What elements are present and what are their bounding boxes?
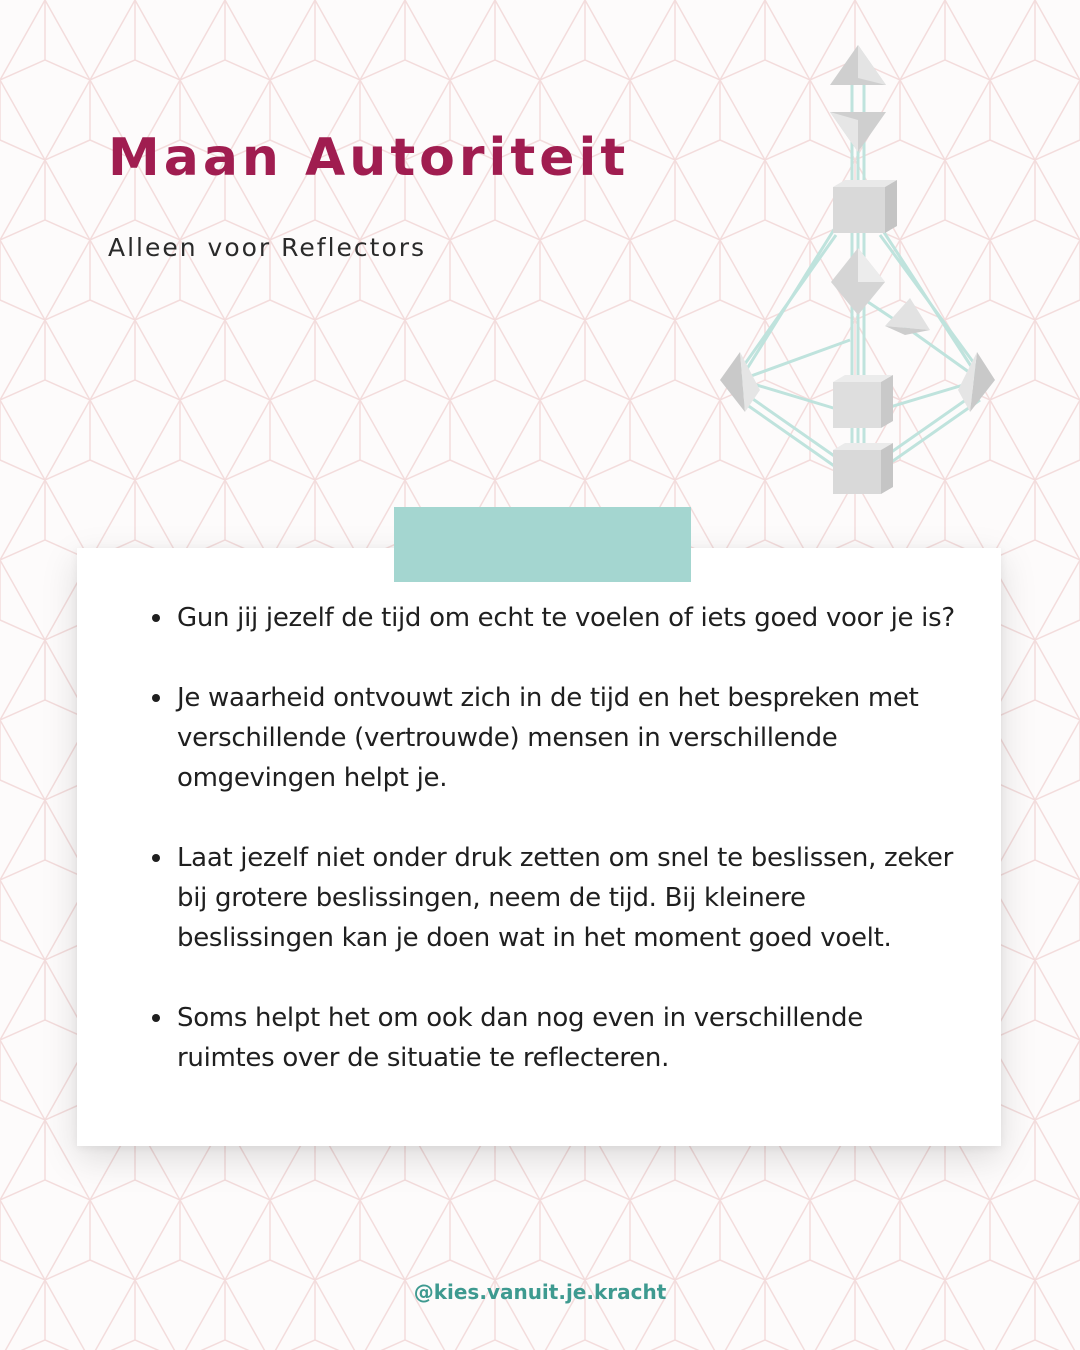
list-item: Je waarheid ontvouwt zich in de tijd en het bespreken met verschillende (vertrouwde) mensen in verschillende omgevingen helpt je. <box>177 678 967 798</box>
list-item: Gun jij jezelf de tijd om echt te voelen of iets goed voor je is? <box>177 598 967 638</box>
list-item: Soms helpt het om ook dan nog even in verschillende ruimtes over de situatie te reflecteren. <box>177 998 967 1078</box>
page-title: Maan Autoriteit <box>108 128 630 188</box>
accent-tab <box>394 507 691 582</box>
bullet-list <box>177 598 967 1118</box>
content-card <box>77 548 1001 1146</box>
page-subtitle: Alleen voor Reflectors <box>108 233 427 262</box>
bodygraph-icon <box>700 30 1020 510</box>
social-handle: @kies.vanuit.je.kracht <box>413 1280 667 1304</box>
list-item: Laat jezelf niet onder druk zetten om snel te beslissen, zeker bij grotere beslissingen, neem de tijd. Bij kleinere beslissingen kan je doen wat in het moment goed voelt. <box>177 838 967 958</box>
